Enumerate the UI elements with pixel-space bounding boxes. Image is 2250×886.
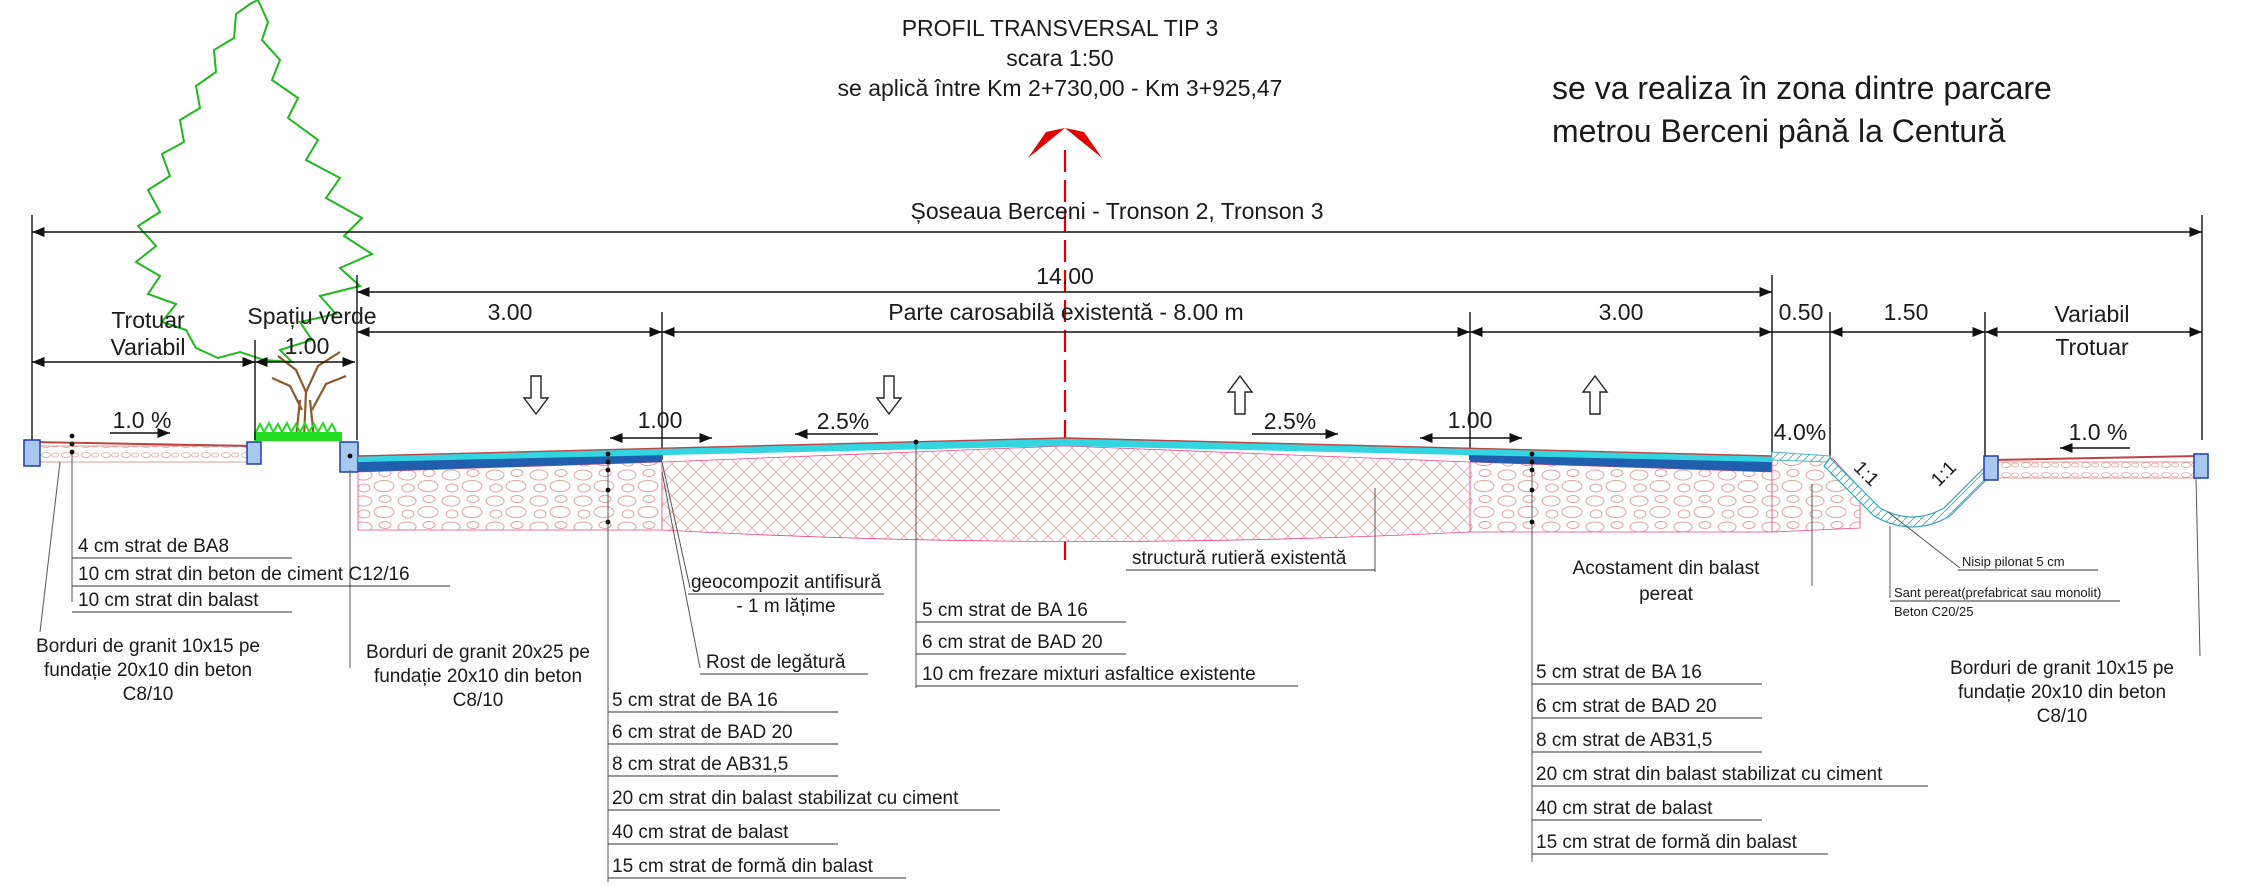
grass-strip [254,432,342,441]
slope-left-road: 2.5% [816,408,870,434]
curb-right-inner [1984,456,1998,480]
slope-ditch-left: 1:1 [1849,457,1883,491]
right-widening-4: 20 cm strat din balast stabilizat cu ciment [1536,764,1883,785]
curb-right-line-1: Borduri de granit 10x15 pe [1950,658,2174,679]
slope-right-road: 2.5% [1263,408,1317,434]
geocomposite-line-2: - 1 m lățime [736,596,836,617]
left-sidewalk [24,433,261,466]
overlay-layer-3: 10 cm frezare mixturi asfaltice existente [922,664,1256,685]
dim-ditch: 1.50 [1883,299,1929,325]
sidewalk-layers [72,536,450,612]
right-sidewalk [1984,448,2208,480]
slope-right-sidewalk: 1.0 % [2068,419,2128,445]
sidewalk-layer-1: 4 cm strat de BA8 [78,536,230,557]
curb-right-label [1950,658,2174,727]
joint-label: Rost de legătură [706,652,846,673]
right-widening-1: 5 cm strat de BA 16 [1536,662,1702,683]
dim-green-width: 1.00 [284,333,330,359]
left-widening-6: 15 cm strat de formă din balast [612,856,873,877]
dim-right-joint: 1.00 [1447,407,1493,433]
sidewalk-layer-2: 10 cm strat din beton de ciment C12/16 [78,564,410,585]
zone-left-sidewalk-1: Trotuar [111,307,185,333]
curb-left-inner [247,442,261,464]
dim-right-lane: 3.00 [1598,299,1644,325]
curb-mid-label [366,642,590,711]
note-line-1: se va realiza în zona dintre parcare [1552,70,2052,106]
dim-carriageway: Parte carosabilă existentă - 8.00 m [888,299,1244,325]
right-widening-2: 6 cm strat de BAD 20 [1536,696,1717,717]
dim-left-joint: 1.00 [637,407,683,433]
geocomposite-line-1: geocompozit antifisură [690,572,882,593]
curb-mid-line-2: fundație 20x10 din beton [373,666,583,687]
sidewalk-layer-3: 10 cm strat din balast [78,590,259,611]
curb-right-line-2: fundație 20x10 din beton [1957,682,2167,703]
left-widening-4: 20 cm strat din balast stabilizat cu ciment [612,788,959,809]
shoulder-label [1573,558,1761,605]
curb-right-line-3: C8/10 [2036,706,2088,727]
slope-ditch-right: 1:1 [1927,457,1961,491]
dim-road-total-label: 14.00 [1036,263,1094,289]
geocomposite-label [688,572,884,617]
shoulder-line-2: pereat [1639,584,1693,605]
drawing-applies: se aplică între Km 2+730,00 - Km 3+925,47 [837,75,1283,101]
curb-mid-line-3: C8/10 [452,690,504,711]
left-widening-2: 6 cm strat de BAD 20 [612,722,793,743]
ditch-label-1: Sant pereat(prefabricat sau monolit) [1894,585,2102,600]
zone-left-sidewalk-2: Variabil [110,334,186,360]
right-widening-6: 15 cm strat de formă din balast [1536,832,1797,853]
existing-structure-label: structură rutieră existentă [1132,548,1347,569]
overlay-layers [916,600,1298,686]
pavement [358,438,1998,542]
left-widening-5: 40 cm strat de balast [612,822,789,843]
left-widening-1: 5 cm strat de BA 16 [612,690,778,711]
zone-right-sidewalk-1: Variabil [2054,301,2130,327]
overlay-layer-1: 5 cm strat de BA 16 [922,600,1088,621]
dim-total-label: Șoseaua Berceni - Tronson 2, Tronson 3 [910,198,1324,224]
left-widening-3: 8 cm strat de AB31,5 [612,754,789,775]
curb-left-line-2: fundație 20x10 din beton [43,660,253,681]
right-widening-5: 40 cm strat de balast [1536,798,1713,819]
curb-left-label [36,636,260,705]
right-widening-3: 8 cm strat de AB31,5 [1536,730,1713,751]
curb-left-outer [24,440,40,466]
slope-shoulder: 4.0% [1773,419,1827,445]
ditch-label-2: Beton C20/25 [1894,604,1974,619]
drawing-scale: scara 1:50 [1006,45,1114,71]
drawing-title: PROFIL TRANSVERSAL TIP 3 [901,15,1219,41]
curb-left-line-1: Borduri de granit 10x15 pe [36,636,260,657]
right-widening-layers [1532,662,1928,854]
tree-icon [136,0,372,441]
curb-left-line-3: C8/10 [122,684,174,705]
dim-shoulder: 0.50 [1778,299,1824,325]
curb-mid-line-1: Borduri de granit 20x25 pe [366,642,590,663]
sand-label: Nisip pilonat 5 cm [1962,554,2065,569]
dim-left-lane: 3.00 [487,299,533,325]
overlay-layer-2: 6 cm strat de BAD 20 [922,632,1103,653]
left-widening-layers [608,690,1000,878]
curb-right-outer [2194,454,2208,478]
zone-green-space: Spațiu verde [247,303,377,329]
zone-right-sidewalk-2: Trotuar [2055,334,2129,360]
tree-trunk [272,352,346,438]
shoulder-line-1: Acostament din balast [1572,558,1760,579]
note-line-2: metrou Berceni până la Centură [1552,113,2006,149]
slope-left-sidewalk: 1.0 % [112,407,172,433]
